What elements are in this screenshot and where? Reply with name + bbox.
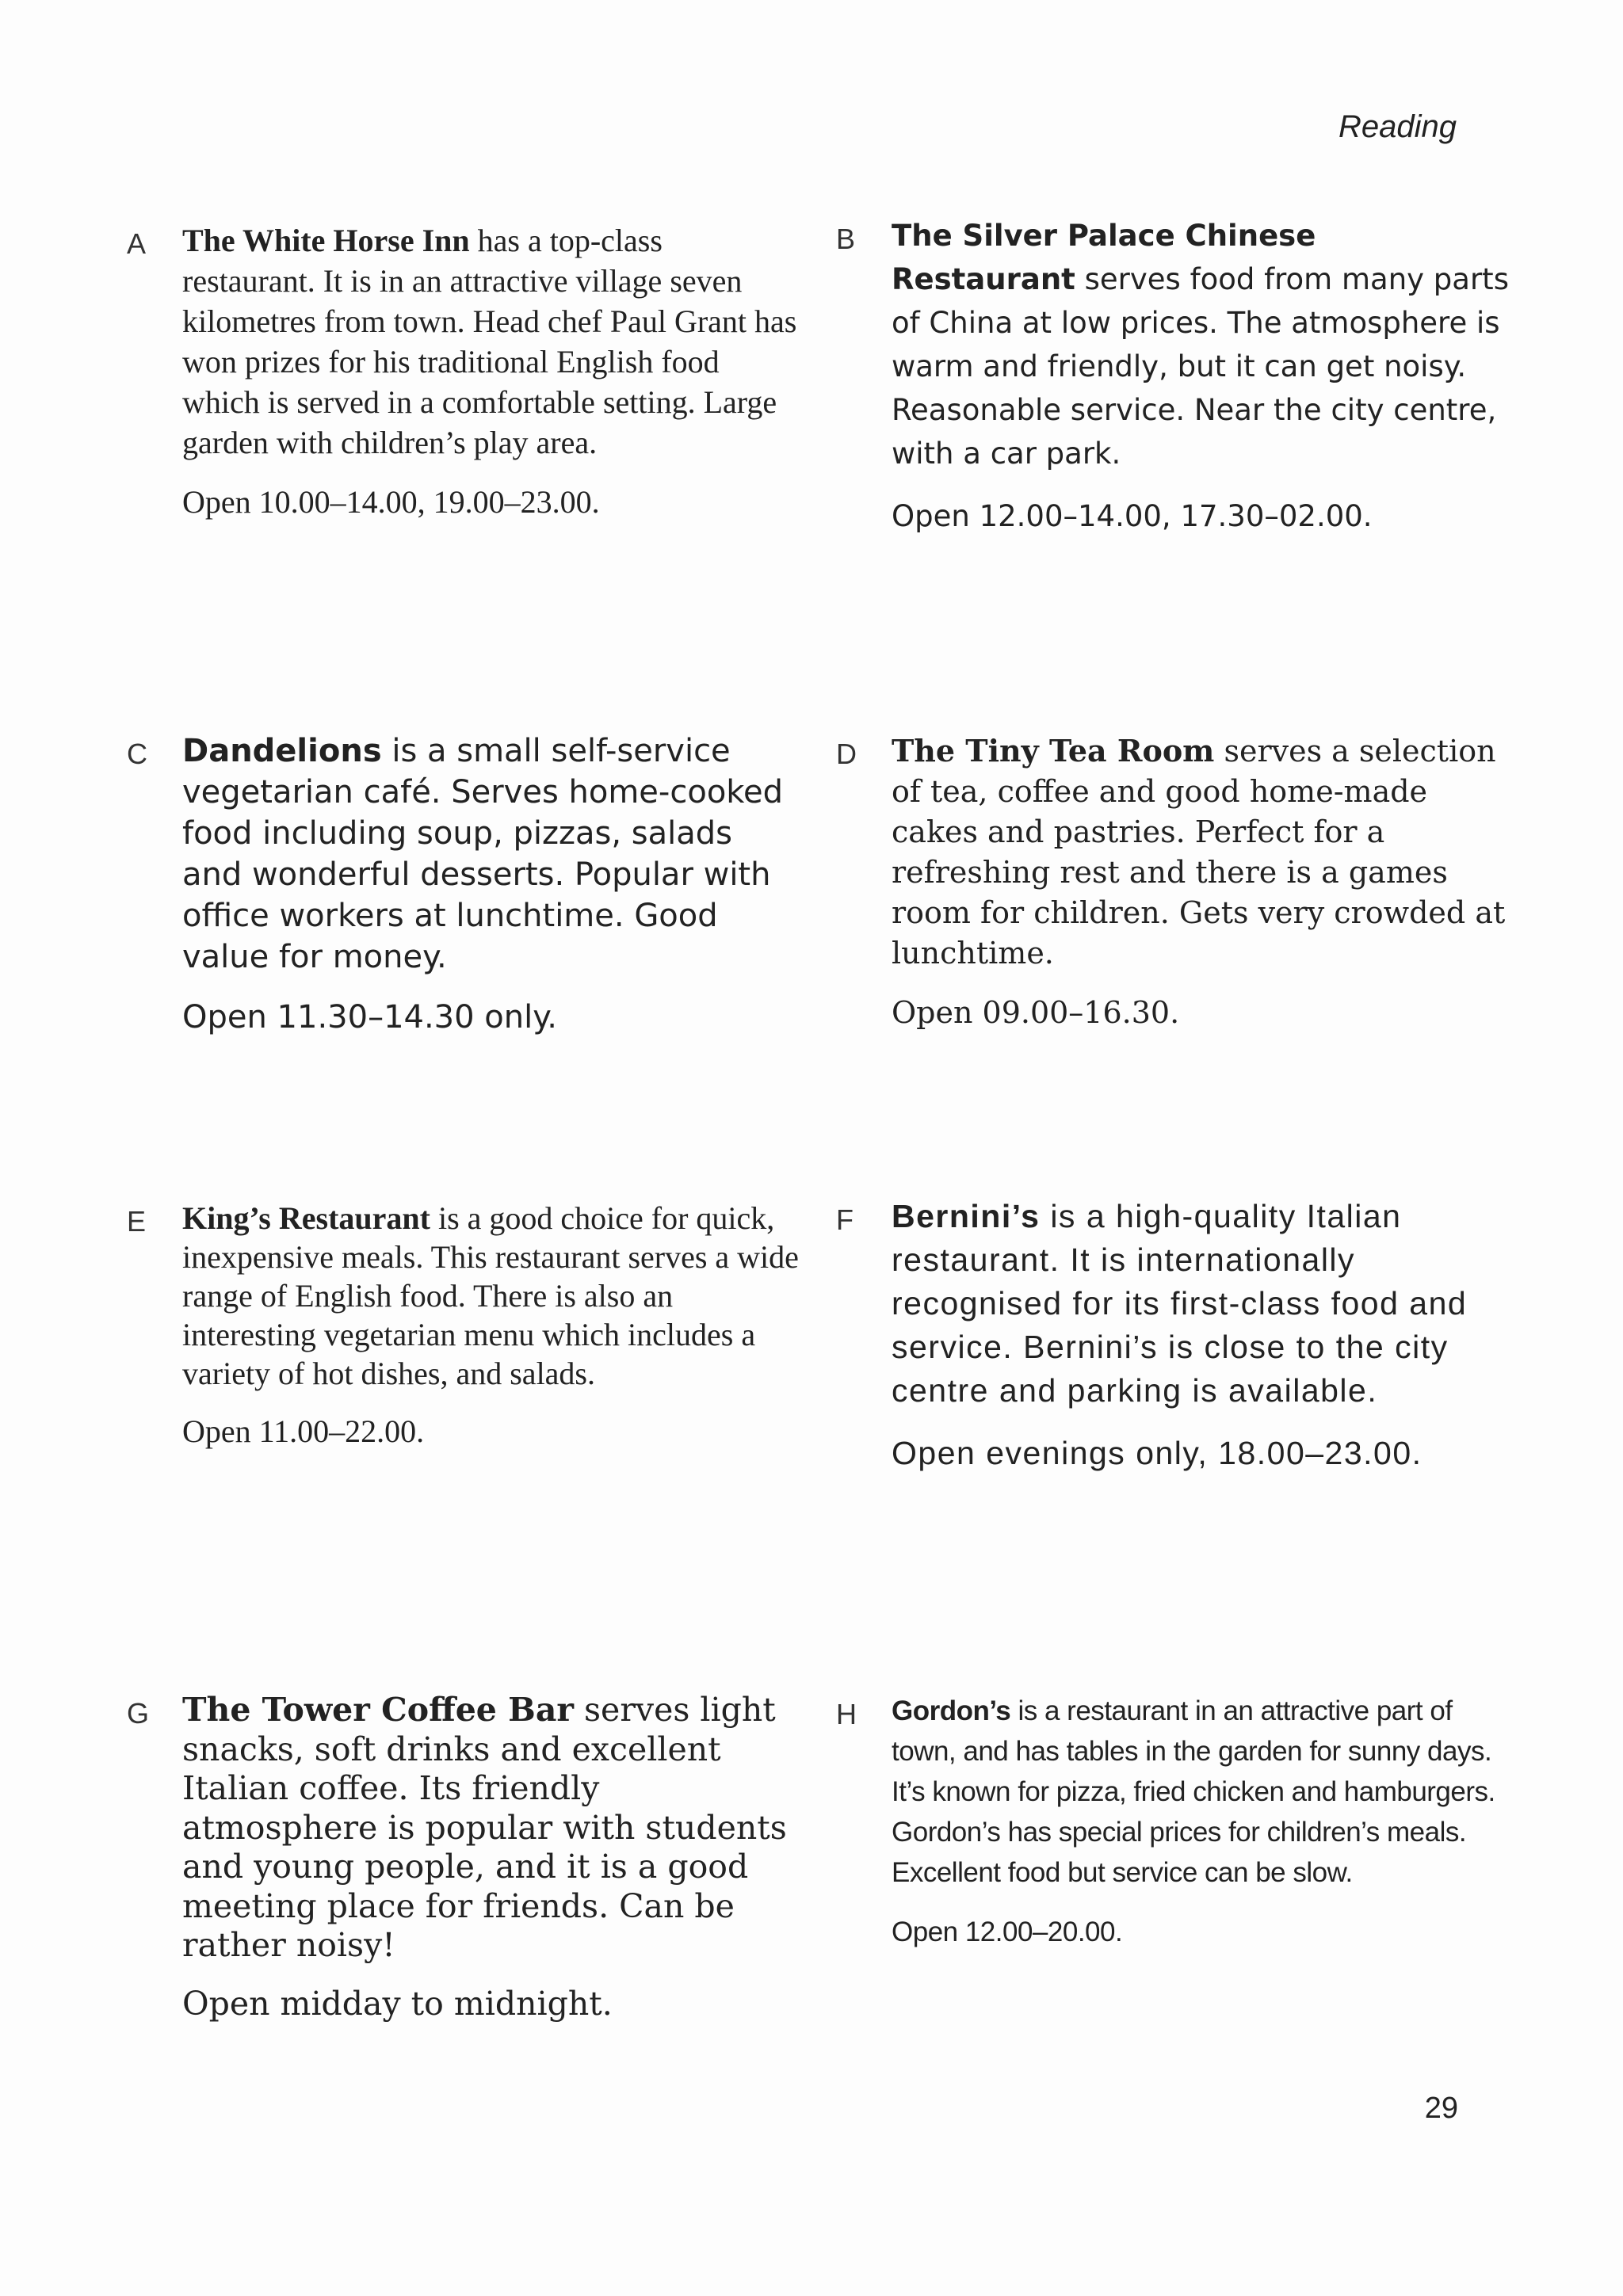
restaurant-name: King’s Restaurant [182, 1200, 430, 1236]
entry-description-block [892, 1691, 1510, 1893]
restaurant-description: serves food from many parts of China at low prices. The atmosphere is warm and friendly, but it can get noisy. Reasonable service. Near the city centre, with a car park. [892, 262, 1509, 471]
entry-e [127, 1199, 800, 1451]
entry-description-block [182, 1199, 800, 1393]
entry-letter: B [836, 223, 856, 255]
entry-description-block [892, 214, 1510, 475]
entry-letter: G [127, 1697, 150, 1730]
restaurant-description: is a small self-service vegetarian café. Serves home-cooked food including soup, pizzas, salads and wonderful desserts. Popular with office workers at lunchtime. Good value for money. [182, 733, 784, 975]
restaurant-name: The Tower Coffee Bar [182, 1691, 574, 1729]
entry-letter: C [127, 738, 147, 770]
opening-hours: Open midday to midnight. [182, 1984, 613, 2023]
restaurant-name: Dandelions [182, 733, 382, 769]
restaurant-name: The Tiny Tea Room [892, 733, 1215, 769]
entry-description-block [182, 220, 800, 463]
opening-hours: Open evenings only, 18.00–23.00. [892, 1435, 1423, 1471]
entry-letter: F [836, 1203, 855, 1236]
entry-description-block [182, 1691, 800, 1966]
entry-c [127, 730, 800, 1038]
restaurant-description: is a good choice for quick, inexpensive meals. This restaurant serves a wide range of English food. There is also an interesting vegetarian menu which includes a variety of hot dishes, and salads. [182, 1200, 799, 1391]
section-header: Reading [1338, 109, 1457, 144]
entry-b [836, 214, 1510, 538]
entry-description-block [892, 1195, 1510, 1413]
entry-a [127, 220, 800, 522]
opening-hours: Open 09.00–16.30. [892, 995, 1180, 1030]
entry-letter: A [127, 227, 147, 260]
restaurant-description: is a restaurant in an attractive part of town, and has tables in the garden for sunny days. It’s known for pizza, fried chicken and hamburgers. Gordon’s has special prices for children’s meals. Excellent food but service can be slow. [892, 1695, 1495, 1888]
restaurant-name: The Silver Palace Chinese Restaurant [892, 219, 1316, 296]
restaurant-description: serves light snacks, soft drinks and excellent Italian coffee. Its friendly atmosphere is popular with students and young people, and it is a good meeting place for friends. Can be rather noisy! [182, 1691, 787, 1964]
opening-hours: Open 12.00–14.00, 17.30–02.00. [892, 499, 1373, 533]
restaurant-description: is a high-quality Italian restaurant. It is internationally recognised for its first-class food and service. Bernini’s is close to the city centre and parking is available. [892, 1198, 1468, 1409]
page-number: 29 [1424, 2092, 1458, 2125]
entry-description-block [182, 730, 800, 978]
restaurant-name: Bernini’s [892, 1198, 1041, 1234]
opening-hours: Open 11.30–14.30 only. [182, 999, 557, 1035]
entry-letter: D [836, 738, 857, 770]
restaurant-name: The White Horse Inn [182, 223, 470, 258]
restaurant-description: serves a selection of tea, coffee and good home-made cakes and pastries. Perfect for a refreshing rest and there is a games room for children. Gets very crowded at lunchtime. [892, 734, 1506, 971]
opening-hours: Open 10.00–14.00, 19.00–23.00. [182, 484, 600, 520]
entry-g [127, 1691, 800, 2023]
opening-hours: Open 12.00–20.00. [892, 1917, 1123, 1947]
entry-d [836, 730, 1510, 1033]
entry-f [836, 1195, 1510, 1475]
entry-h [836, 1691, 1510, 1952]
entry-letter: E [127, 1205, 147, 1238]
opening-hours: Open 11.00–22.00. [182, 1413, 425, 1449]
entry-description-block [892, 730, 1510, 974]
restaurant-description: has a top-class restaurant. It is in an attractive village seven kilometres from town. Head chef Paul Grant has won prizes for his traditional English food which is served in a comfortable setting. Large garden with children’s play area. [182, 223, 797, 460]
entry-letter: H [836, 1698, 857, 1730]
restaurant-name: Gordon’s [892, 1695, 1011, 1726]
